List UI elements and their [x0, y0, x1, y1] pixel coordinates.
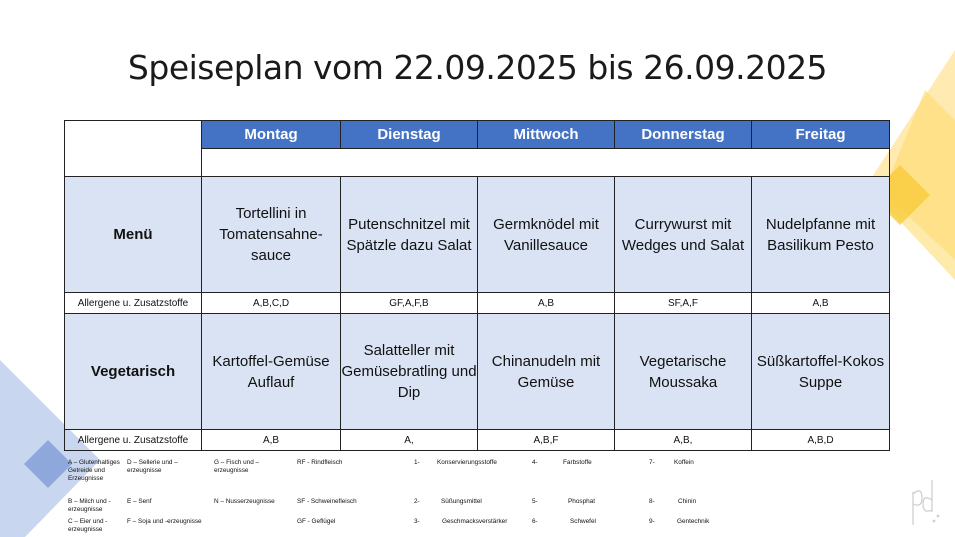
legend-d: D – Sellerie und – erzeugnisse [127, 459, 178, 474]
dish-veg-monday: Kartoffel-Gemüse Auflauf [202, 314, 341, 430]
brand-logo-icon [910, 478, 944, 526]
legend-num-8: 8- [649, 498, 655, 505]
allergens-menu-monday: A,B,C,D [202, 293, 341, 314]
allergens-veg-friday: A,B,D [752, 430, 890, 451]
page-title: Speiseplan vom 22.09.2025 bis 26.09.2025 [127, 48, 828, 87]
dish-veg-friday: Süßkartoffel-Kokos Suppe [752, 314, 890, 430]
legend-f: F – Soja und -erzeugnisse [127, 518, 202, 525]
allergens-veg-wednesday: A,B,F [478, 430, 615, 451]
legend-text-7: Koffein [674, 459, 694, 466]
allergens-label-menu: Allergene u. Zusatzstoffe [65, 293, 202, 314]
dish-veg-wednesday: Chinanudeln mit Gemüse [478, 314, 615, 430]
legend-a: A – Glutenhaltiges Getreide und Erzeugnisse [68, 459, 120, 482]
legend-sf: SF - Schweinefleisch [297, 498, 357, 505]
legend-gf: GF - Geflügel [297, 518, 336, 525]
legend-text-8: Chinin [678, 498, 697, 505]
day-header-friday: Freitag [752, 121, 890, 149]
day-header-wednesday: Mittwoch [478, 121, 615, 149]
allergens-veg-thursday: A,B, [615, 430, 752, 451]
row-label-menu: Menü [65, 177, 202, 293]
legend-num-5: 5- [532, 498, 538, 505]
legend-n: N – Nusserzeugnisse [214, 498, 275, 505]
legend-c: C – Eier und -erzeugnisse [68, 518, 108, 533]
allergens-menu-wednesday: A,B [478, 293, 615, 314]
dish-menu-friday: Nudelpfanne mit Basilikum Pesto [752, 177, 890, 293]
blank-row [202, 149, 890, 177]
allergens-label-veg: Allergene u. Zusatzstoffe [65, 430, 202, 451]
legend-num-1: 1- [414, 459, 420, 466]
day-header-thursday: Donnerstag [615, 121, 752, 149]
allergens-menu-thursday: SF,A,F [615, 293, 752, 314]
corner-cell [65, 121, 202, 177]
legend-b: B – Milch und -erzeugnisse [68, 498, 111, 513]
dish-veg-thursday: Vegetarische Moussaka [615, 314, 752, 430]
legend-text-1: Konservierungsstoffe [437, 459, 497, 466]
dish-menu-wednesday: Germknödel mit Vanillesauce [478, 177, 615, 293]
dish-veg-tuesday: Salatteller mit Gemüsebratling und Dip [341, 314, 478, 430]
day-header-monday: Montag [202, 121, 341, 149]
dish-menu-monday: Tortellini in Tomatensahne-sauce [202, 177, 341, 293]
legend-num-2: 2- [414, 498, 420, 505]
allergens-veg-tuesday: A, [341, 430, 478, 451]
menu-table [64, 120, 890, 451]
dish-menu-thursday: Currywurst mit Wedges und Salat [615, 177, 752, 293]
legend-text-5: Phosphat [568, 498, 596, 505]
legend-num-9: 9- [649, 518, 655, 525]
legend-num-7: 7- [649, 459, 655, 466]
legend-num-3: 3- [414, 518, 420, 525]
legend-num-6: 6- [532, 518, 538, 525]
day-header-tuesday: Dienstag [341, 121, 478, 149]
allergens-menu-friday: A,B [752, 293, 890, 314]
legend-text-4: Farbstoffe [563, 459, 592, 466]
legend-rf: RF - Rindfleisch [297, 459, 343, 466]
dish-menu-tuesday: Putenschnitzel mit Spätzle dazu Salat [341, 177, 478, 293]
legend-num-4: 4- [532, 459, 538, 466]
legend-e: E – Senf [127, 498, 152, 505]
legend-text-2: Süßungsmittel [441, 498, 482, 505]
allergens-veg-monday: A,B [202, 430, 341, 451]
legend-text-6: Schwefel [570, 518, 596, 525]
legend-text-9: Gentechnik [677, 518, 710, 525]
legend-text-3: Geschmacksverstärker [442, 518, 508, 525]
allergens-menu-tuesday: GF,A,F,B [341, 293, 478, 314]
legend-g: G – Fisch und – erzeugnisse [214, 459, 260, 474]
row-label-veg: Vegetarisch [65, 314, 202, 430]
